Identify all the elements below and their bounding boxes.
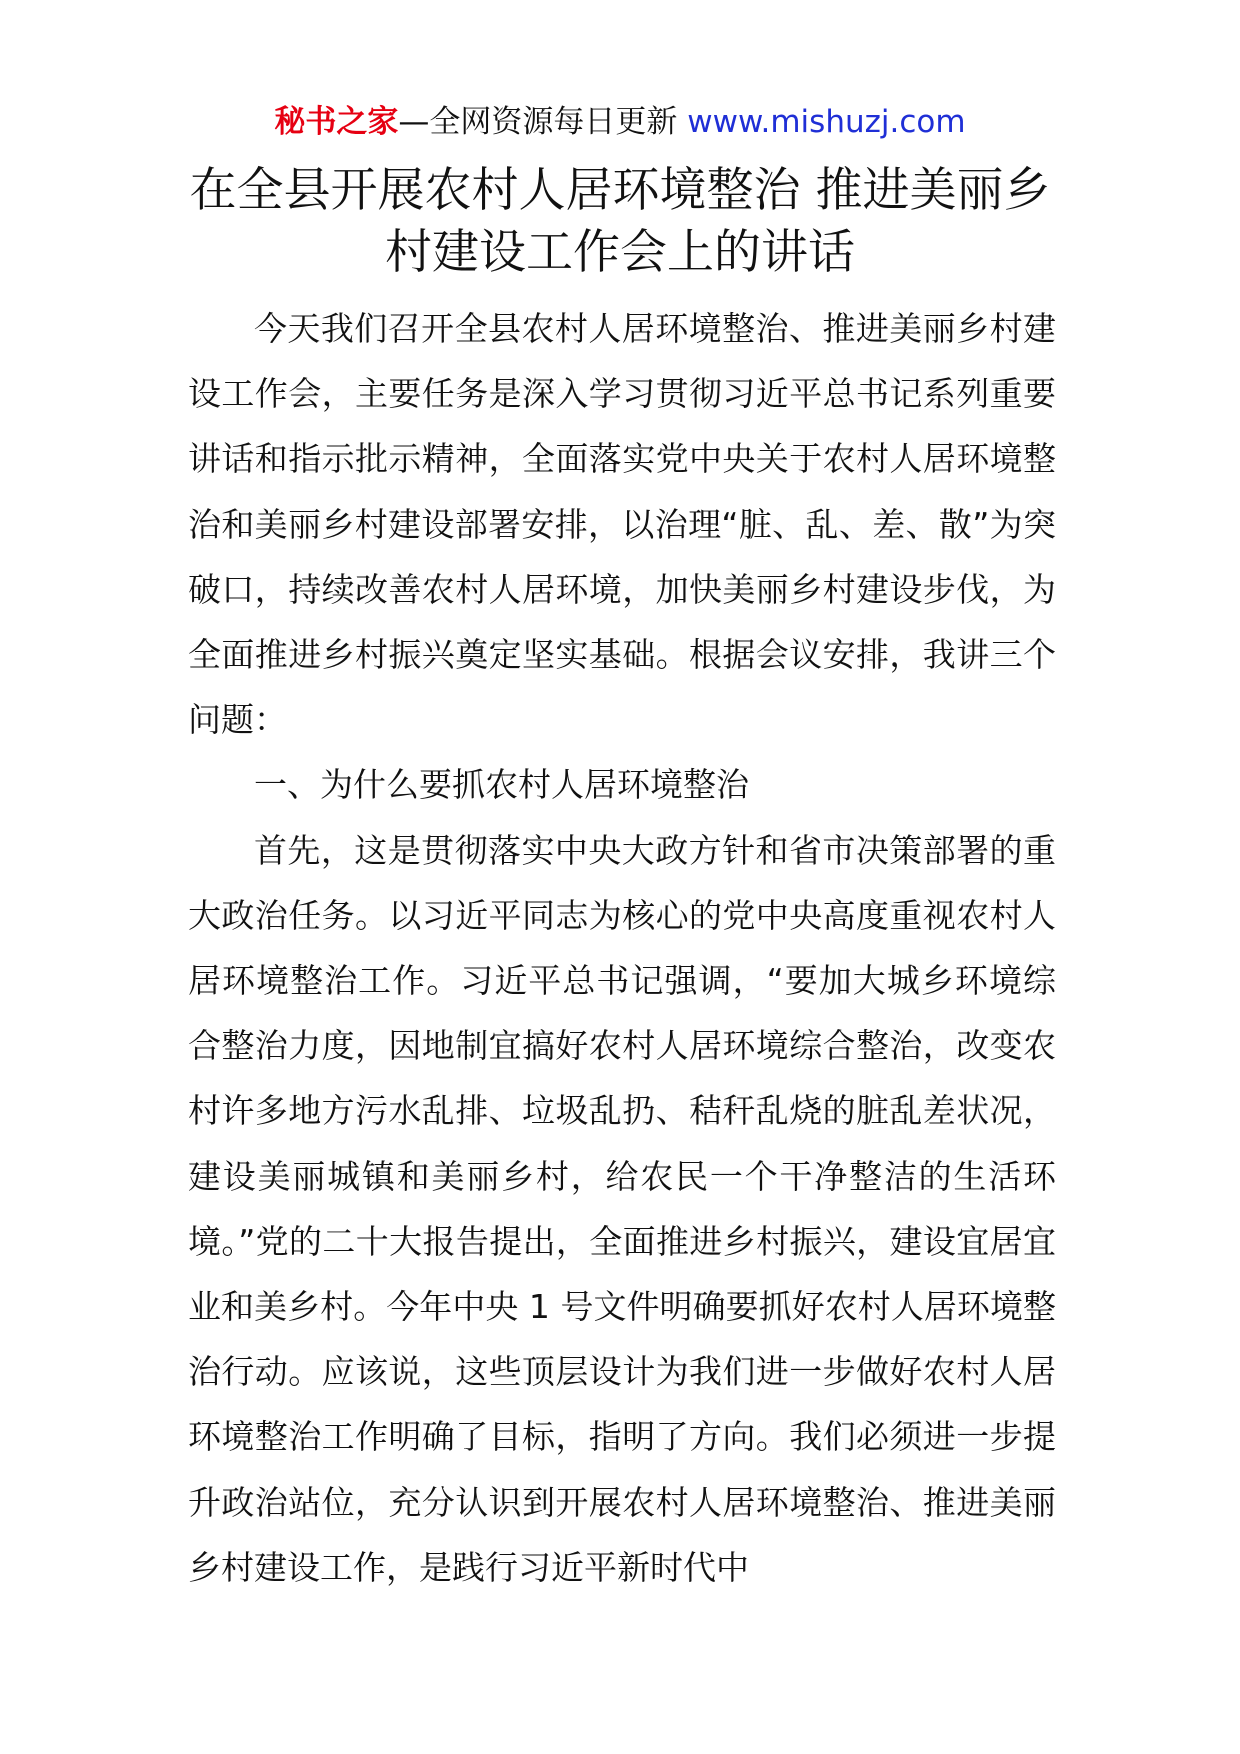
site-header xyxy=(0,102,1240,142)
paragraph-first-point: 首先，这是贯彻落实中央大政方针和省市决策部署的重大政治任务。以习近平同志为核心的党中央高度重视农村人居环境整治工作。习近平总书记强调，“要加大城乡环境综合整治力度，因地制宜搞好农村人居环境综合整治，改变农村许多地方污水乱排、垃圾乱扔、秸秆乱烧的脏乱差状况，建设美丽城镇和美丽乡村，给农民一个干净整洁的生活环境。”党的二十大报告提出，全面推进乡村振兴，建设宜居宜业和美乡村。今年中央 1 号文件明确要抓好农村人居环境整治行动。应该说，这些顶层设计为我们进一步做好农村人居环境整治工作明确了目标，指明了方向。我们必须进一步提升政治站位，充分认识到开展农村人居环境整治、推进美丽乡村建设工作，是践行习近平新时代中 xyxy=(188,830,1056,1587)
title-line-2: 村建设工作会上的讲话 xyxy=(385,225,855,280)
document-title xyxy=(150,160,1090,284)
paragraph-intro: 今天我们召开全县农村人居环境整治、推进美丽乡村建设工作会，主要任务是深入学习贯彻习近平总书记系列重要讲话和指示批示精神，全面落实党中央关于农村人居环境整治和美丽乡村建设部署安排，以治理“脏、乱、差、散”为突破口，持续改善农村人居环境，加快美丽乡村建设步伐，为全面推进乡村振兴奠定坚实基础。根据会议安排，我讲三个问题： xyxy=(188,309,1056,740)
header-tagline: —全网资源每日更新 xyxy=(398,104,678,140)
site-url-link[interactable]: www.mishuzj.com xyxy=(687,104,966,140)
document-body xyxy=(188,296,1056,1600)
brand-name: 秘书之家 xyxy=(274,104,399,140)
section-heading-1: 一、为什么要抓农村人居环境整治 xyxy=(254,765,749,805)
title-line-1: 在全县开展农村人居环境整治 推进美丽乡 xyxy=(189,163,1051,218)
